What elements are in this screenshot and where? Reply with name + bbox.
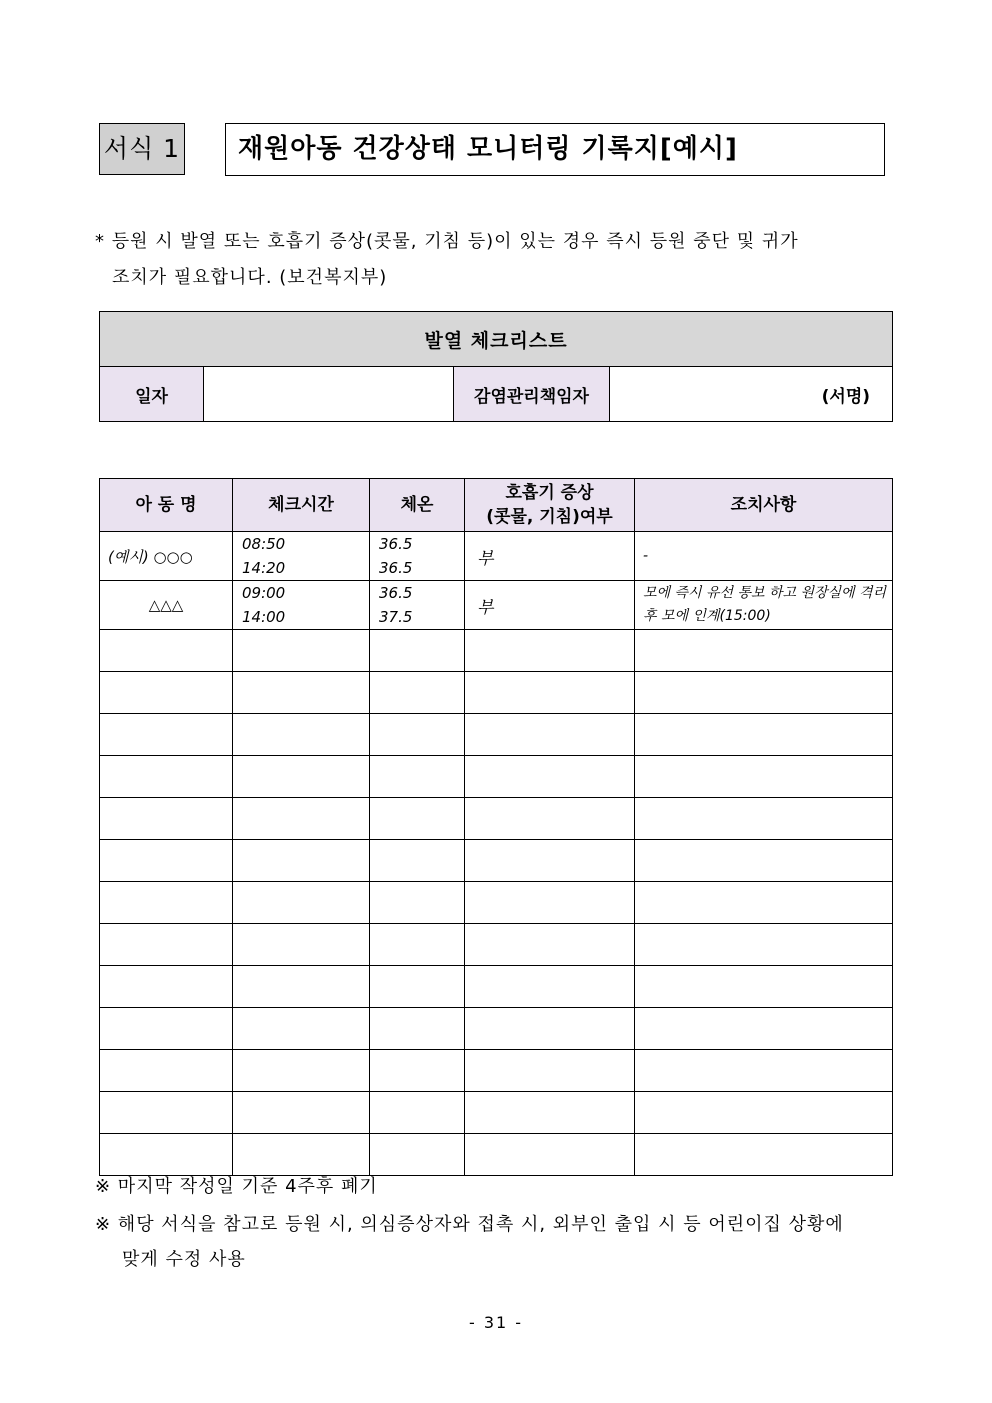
child-name-input[interactable] — [100, 1092, 233, 1134]
table-row-empty — [100, 1092, 893, 1134]
child-name-input[interactable] — [100, 1050, 233, 1092]
action-input[interactable] — [635, 840, 893, 882]
temperature-input[interactable] — [370, 1008, 465, 1050]
signature-label: (서명) — [821, 386, 871, 407]
action-input[interactable] — [635, 672, 893, 714]
child-name-input[interactable] — [100, 1134, 233, 1176]
check-time-2: 14:00 — [242, 608, 286, 626]
date-label: 일자 — [100, 367, 204, 422]
check-time-input[interactable] — [233, 1134, 370, 1176]
child-name-input[interactable] — [100, 672, 233, 714]
action-input[interactable] — [635, 924, 893, 966]
child-name-input[interactable] — [100, 924, 233, 966]
action-input[interactable] — [635, 756, 893, 798]
header-action: 조치사항 — [635, 479, 893, 532]
symptom-input[interactable] — [465, 924, 635, 966]
page-title: 재원아동 건강상태 모니터링 기록지[예시] — [225, 123, 885, 176]
table-row-empty — [100, 1008, 893, 1050]
action-cell: 모에 즉시 유선 통보 하고 원장실에 격리 후 모에 인계(15:00) — [635, 581, 893, 630]
check-time-input[interactable] — [233, 714, 370, 756]
footnote-disposal: ※ 마지막 작성일 기준 4주후 폐기 — [95, 1176, 378, 1197]
symptom-input[interactable] — [465, 966, 635, 1008]
table-row-empty — [100, 1050, 893, 1092]
temperature-input[interactable] — [370, 840, 465, 882]
table-row-empty — [100, 882, 893, 924]
check-time-input[interactable] — [233, 966, 370, 1008]
footnote-usage-line-2: 맞게 수정 사용 — [122, 1249, 246, 1270]
check-time-input[interactable] — [233, 672, 370, 714]
table-row — [100, 581, 893, 630]
action-input[interactable] — [635, 1134, 893, 1176]
fever-checklist-title: 발열 체크리스트 — [100, 312, 893, 367]
child-name-input[interactable] — [100, 630, 233, 672]
symptom-input[interactable] — [465, 756, 635, 798]
check-time-input[interactable] — [233, 756, 370, 798]
temperature-input[interactable] — [370, 798, 465, 840]
temperature-input[interactable] — [370, 756, 465, 798]
child-name-input[interactable] — [100, 714, 233, 756]
temperature-input[interactable] — [370, 672, 465, 714]
symptom-cell: 부 — [465, 532, 635, 581]
child-name-input[interactable] — [100, 966, 233, 1008]
header-symptom-line-2: (콧물, 기침)여부 — [486, 507, 613, 527]
symptom-input[interactable] — [465, 1008, 635, 1050]
fever-checklist-table — [99, 311, 893, 422]
header-symptom-line-1: 호흡기 증상 — [505, 483, 594, 503]
child-name-cell: △△△ — [100, 581, 233, 630]
symptom-input[interactable] — [465, 672, 635, 714]
check-time-cell — [233, 581, 370, 630]
check-time-input[interactable] — [233, 630, 370, 672]
action-input[interactable] — [635, 1092, 893, 1134]
temperature-input[interactable] — [370, 714, 465, 756]
form-number-label: 서식 1 — [99, 123, 185, 175]
action-input[interactable] — [635, 798, 893, 840]
temperature-cell — [370, 532, 465, 581]
table-row-empty — [100, 756, 893, 798]
check-time-input[interactable] — [233, 1092, 370, 1134]
table-row-empty — [100, 798, 893, 840]
symptom-input[interactable] — [465, 1134, 635, 1176]
table-row — [100, 532, 893, 581]
header-check-time: 체크시간 — [233, 479, 370, 532]
table-row-empty — [100, 924, 893, 966]
check-time-1: 09:00 — [242, 584, 286, 602]
notice-line-2: 조치가 필요합니다. (보건복지부) — [112, 267, 388, 288]
temperature-1: 36.5 — [379, 535, 413, 553]
check-time-input[interactable] — [233, 882, 370, 924]
child-name-input[interactable] — [100, 756, 233, 798]
symptom-cell: 부 — [465, 581, 635, 630]
action-input[interactable] — [635, 966, 893, 1008]
page-number: - 31 - — [468, 1313, 524, 1332]
action-input[interactable] — [635, 882, 893, 924]
action-input[interactable] — [635, 714, 893, 756]
symptom-input[interactable] — [465, 1092, 635, 1134]
footnote-usage-line-1: ※ 해당 서식을 참고로 등원 시, 의심증상자와 접촉 시, 외부인 출입 시 등 어린이집 상황에 — [95, 1214, 844, 1235]
check-time-cell — [233, 532, 370, 581]
temperature-input[interactable] — [370, 1134, 465, 1176]
signature-field[interactable] — [610, 367, 893, 422]
child-name-cell: (예시) ○○○ — [100, 532, 233, 581]
check-time-input[interactable] — [233, 840, 370, 882]
notice-text — [95, 224, 897, 296]
symptom-input[interactable] — [465, 714, 635, 756]
symptom-input[interactable] — [465, 1050, 635, 1092]
temperature-input[interactable] — [370, 966, 465, 1008]
check-time-2: 14:20 — [242, 559, 286, 577]
temperature-input[interactable] — [370, 1092, 465, 1134]
symptom-input[interactable] — [465, 630, 635, 672]
temperature-input[interactable] — [370, 882, 465, 924]
child-name-input[interactable] — [100, 882, 233, 924]
symptom-input[interactable] — [465, 882, 635, 924]
action-input[interactable] — [635, 1008, 893, 1050]
child-name-input[interactable] — [100, 1008, 233, 1050]
temperature-2: 37.5 — [379, 608, 413, 626]
table-row-empty — [100, 966, 893, 1008]
symptom-input[interactable] — [465, 798, 635, 840]
temperature-input[interactable] — [370, 1050, 465, 1092]
table-row-empty — [100, 714, 893, 756]
manager-label: 감염관리책임자 — [454, 367, 610, 422]
header-symptom — [465, 479, 635, 532]
check-time-input[interactable] — [233, 1050, 370, 1092]
header-temperature: 체온 — [370, 479, 465, 532]
footnote-usage — [95, 1207, 897, 1277]
check-time-input[interactable] — [233, 924, 370, 966]
notice-line-1: * 등원 시 발열 또는 호흡기 증상(콧물, 기침 등)이 있는 경우 즉시 등원 중단 및 귀가 — [95, 231, 799, 252]
temperature-input[interactable] — [370, 630, 465, 672]
check-time-input[interactable] — [233, 1008, 370, 1050]
check-time-input[interactable] — [233, 798, 370, 840]
temperature-2: 36.5 — [379, 559, 413, 577]
table-row-empty — [100, 672, 893, 714]
table-row-empty — [100, 840, 893, 882]
table-row-empty — [100, 630, 893, 672]
temperature-input[interactable] — [370, 924, 465, 966]
header-child-name: 아 동 명 — [100, 479, 233, 532]
child-name-input[interactable] — [100, 798, 233, 840]
check-time-1: 08:50 — [242, 535, 286, 553]
monitoring-table — [99, 478, 893, 1176]
temperature-1: 36.5 — [379, 584, 413, 602]
action-input[interactable] — [635, 1050, 893, 1092]
date-field[interactable] — [204, 367, 454, 422]
child-name-input[interactable] — [100, 840, 233, 882]
action-input[interactable] — [635, 630, 893, 672]
table-row-empty — [100, 1134, 893, 1176]
action-cell: - — [635, 532, 893, 581]
temperature-cell — [370, 581, 465, 630]
symptom-input[interactable] — [465, 840, 635, 882]
